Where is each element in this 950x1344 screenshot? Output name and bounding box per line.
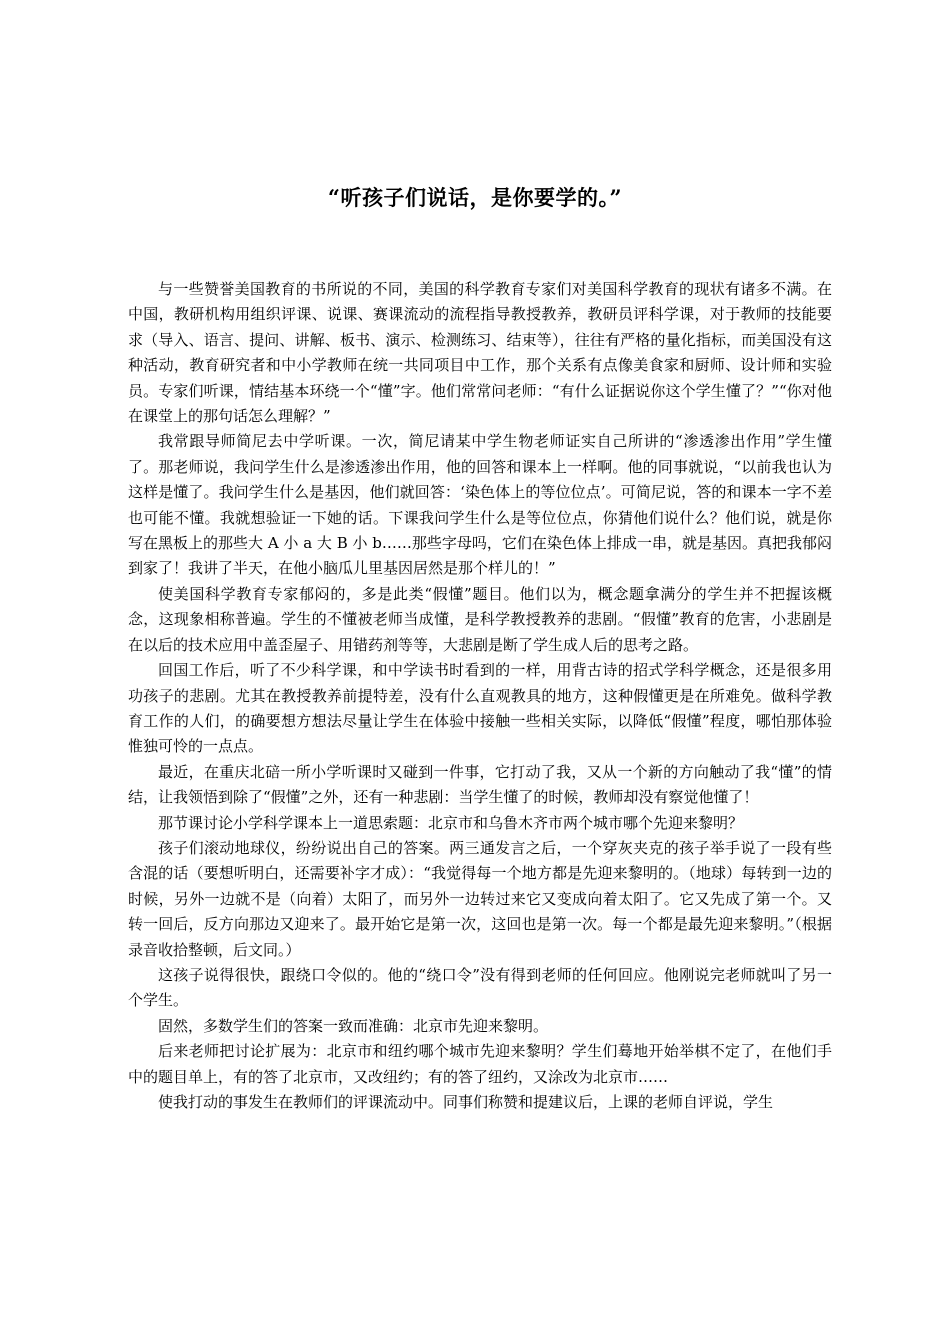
body-paragraph: 最近，在重庆北碚一所小学听课时又碰到一件事，它打动了我，又从一个新的方向触动了我“懂”的情结，让我领悟到除了“假懂”之外，还有一种悲剧：当学生懂了的时候，教师却没有察觉他懂了！ (128, 762, 832, 807)
body-paragraph: 回国工作后，听了不少科学课，和中学读书时看到的一样，用背古诗的招式学科学概念，还是很多用功孩子的悲剧。尤其在教授教养前提特差，没有什么直观教具的地方，这种假懂更是在所难免。做科学教育工作的人们，的确要想方想法尽量让学生在体验中接触一些相关实际，以降低“假懂”程度，哪怕那体验惟独可怜的一点点。 (128, 661, 832, 756)
body-paragraph: 那节课讨论小学科学课本上一道思索题：北京市和乌鲁木齐市两个城市哪个先迎来黎明？ (158, 813, 744, 832)
body-paragraph: 孩子们滚动地球仪，纷纷说出自己的答案。两三通发言之后，一个穿灰夹克的孩子举手说了一段有些含混的话（要想听明白，还需要补字才成）：“我觉得每一个地方都是先迎来黎明的。（地球）每转到一边的时候，另外一边就不是（向着）太阳了，而另外一边转过来它又变成向着太阳了。它又先成了第一个。又转一回后，反方向那边又迎来了。最开始它是第一次，这回也是第一次。每一个都是最先迎来黎明。”（根据录音收拾整顿，后文同。） (128, 838, 832, 959)
body-paragraph: 我常跟导师简尼去中学听课。一次，简尼请某中学生物老师证实自己所讲的“渗透渗出作用”学生懂了。那老师说，我问学生什么是渗透渗出作用，他的回答和课本上一样啊。他的同事就说，“以前我也认为这样是懂了。我问学生什么是基因，他们就回答：‘染色体上的等位位点’。可简尼说，答的和课本一字不差也可能不懂。我就想验证一下她的话。下课我问学生什么是等位位点，你猜他们说什么？他们说，就是你写在黑板上的那些大 A 小 a 大 B 小 b……那些字母吗，它们在染色体上排成一串，就是基因。真把我郁闷到家了！我讲了半天，在他小脑瓜儿里基因居然是那个样儿的！” (128, 432, 832, 578)
body-paragraph: 与一些赞誉美国教育的书所说的不同，美国的科学教育专家们对美国科学教育的现状有诸多不满。在中国，教研机构用组织评课、说课、赛课流动的流程指导教授教养，教研员评科学课，对于教师的技能要求（导入、语言、提问、讲解、板书、演示、检测练习、结束等），往往有严格的量化指标，而美国没有这种活动，教育研究者和中小学教师在统一共同项目中工作，那个关系有点像美食家和厨师、设计师和实验员。专家们听课，情结基本环绕一个“懂”字。他们常常问老师：“有什么证据说你这个学生懂了？”“你对他在课堂上的那句话怎么理解？” (128, 280, 832, 426)
body-paragraph: 这孩子说得很快，跟绕口令似的。他的“绕口令”没有得到老师的任何回应。他刚说完老师就叫了另一个学生。 (128, 965, 832, 1010)
body-paragraph: 使我打动的事发生在教师们的评课流动中。同事们称赞和提建议后，上课的老师自评说，学生 (158, 1093, 774, 1111)
document-body (128, 277, 832, 1115)
body-paragraph: 使美国科学教育专家郁闷的，多是此类“假懂”题目。他们以为，概念题拿满分的学生并不把握该概念，这现象相称普遍。学生的不懂被老师当成懂，是科学教授教养的悲剧。“假懂”教育的危害，小悲剧是在以后的技术应用中盖歪屋子、用错药剂等等，大悲剧是断了学生成人后的思考之路。 (128, 584, 832, 654)
document-title: “听孩子们说话，是你要学的。” (327, 185, 623, 210)
body-paragraph: 后来老师把讨论扩展为：北京市和纽约哪个城市先迎来黎明？学生们蓦地开始举棋不定了，在他们手中的题目单上，有的答了北京市，又改纽约；有的答了纽约，又涂改为北京市…… (128, 1042, 832, 1086)
body-paragraph: 固然，多数学生们的答案一致而准确：北京市先迎来黎明。 (158, 1016, 549, 1035)
